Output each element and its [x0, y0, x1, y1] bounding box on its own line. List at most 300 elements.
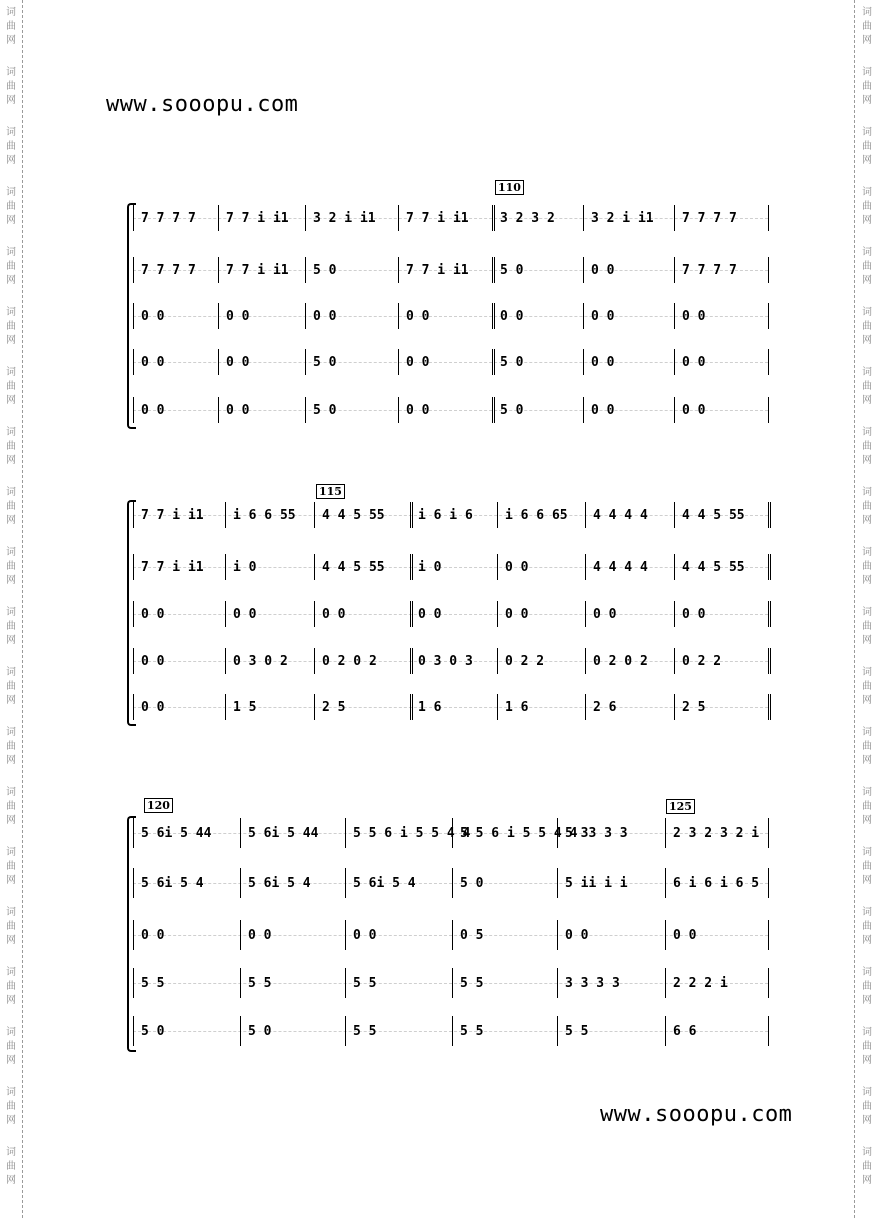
barline	[585, 554, 586, 580]
measure-notes: 0 0	[322, 606, 346, 622]
watermark-char: 曲	[6, 621, 16, 632]
measure-notes: 0 0	[226, 402, 250, 418]
barline	[674, 554, 675, 580]
barline	[314, 648, 315, 674]
watermark-char: 网	[6, 635, 16, 646]
barline	[398, 349, 399, 375]
measure-notes: 0 0	[591, 262, 615, 278]
watermark-char: 网	[6, 815, 16, 826]
watermark-char: 网	[6, 755, 16, 766]
barline	[218, 257, 219, 283]
barline	[557, 868, 558, 898]
watermark-char: 曲	[862, 141, 872, 152]
watermark-char: 词	[6, 907, 16, 918]
watermark-char: 曲	[6, 1161, 16, 1172]
barline	[133, 554, 134, 580]
measure-notes: 0 5	[460, 927, 484, 943]
watermark-char: 网	[6, 155, 16, 166]
measure-notes: 5 0	[313, 354, 337, 370]
barline	[240, 818, 241, 848]
barline	[398, 205, 399, 231]
barline	[225, 694, 226, 720]
measure-notes: 4 4 4 4	[593, 507, 648, 523]
measure-notes: 6 6	[673, 1023, 697, 1039]
watermark-char: 曲	[862, 1161, 872, 1172]
barline	[768, 303, 769, 329]
watermark-char: 曲	[6, 741, 16, 752]
watermark-char: 词	[6, 967, 16, 978]
measure-notes: 0 0	[141, 699, 165, 715]
watermark-char: 网	[6, 335, 16, 346]
watermark-char: 词	[862, 1147, 872, 1158]
watermark-char: 曲	[6, 921, 16, 932]
measure-notes: 5 6i 5 44	[141, 825, 212, 841]
barline	[585, 694, 586, 720]
watermark-char: 词	[862, 427, 872, 438]
watermark-char: 词	[6, 427, 16, 438]
watermark-char: 词	[862, 307, 872, 318]
barline	[240, 920, 241, 950]
watermark-char: 词	[862, 67, 872, 78]
barline	[133, 968, 134, 998]
measure-notes: 0 0	[593, 606, 617, 622]
watermark-char: 网	[862, 35, 872, 46]
watermark-char: 网	[862, 575, 872, 586]
watermark-char: 曲	[862, 201, 872, 212]
measure-notes: 7 7 7 7	[682, 262, 737, 278]
barline	[674, 349, 675, 375]
watermark-char: 曲	[862, 81, 872, 92]
measure-notes: 0 0	[591, 402, 615, 418]
barline	[768, 694, 773, 720]
barline	[492, 397, 497, 423]
measure-notes: 2 2 2 i	[673, 975, 728, 991]
measure-notes: 0 2 0 2	[322, 653, 377, 669]
barline	[768, 868, 769, 898]
watermark-char: 词	[862, 187, 872, 198]
watermark-char: 网	[862, 275, 872, 286]
measure-notes: 7 7 7 7	[682, 210, 737, 226]
staff-brace	[127, 500, 136, 726]
watermark-char: 词	[862, 7, 872, 18]
barline	[133, 1016, 134, 1046]
barline	[345, 818, 346, 848]
barline	[674, 303, 675, 329]
watermark-char: 词	[6, 787, 16, 798]
watermark-char: 网	[862, 635, 872, 646]
measure-notes: 2 5	[322, 699, 346, 715]
watermark-char: 曲	[6, 381, 16, 392]
watermark-char: 词	[862, 547, 872, 558]
measure-notes: 0 2 2	[505, 653, 545, 669]
measure-notes: 0 0	[682, 402, 706, 418]
barline	[240, 1016, 241, 1046]
measure-notes: 1 6	[418, 699, 442, 715]
barline	[345, 1016, 346, 1046]
measure-notes: 0 0	[682, 354, 706, 370]
measure-notes: 7 7 i i1	[141, 559, 204, 575]
measure-notes: i 6 6 55	[233, 507, 296, 523]
barline	[398, 257, 399, 283]
watermark-char: 网	[862, 935, 872, 946]
measure-notes: 3 2 i i1	[591, 210, 654, 226]
watermark-char: 网	[6, 275, 16, 286]
rehearsal-mark: 120	[144, 798, 173, 813]
watermark-char: 词	[6, 1027, 16, 1038]
barline	[768, 502, 773, 528]
watermark-char: 词	[862, 127, 872, 138]
measure-notes: 6 i 6 i 6 5	[673, 875, 760, 891]
watermark-char: 词	[862, 787, 872, 798]
watermark-char: 曲	[862, 981, 872, 992]
watermark-char: 词	[862, 1027, 872, 1038]
barline	[398, 303, 399, 329]
measure-notes: 0 3 0 2	[233, 653, 288, 669]
watermark-char: 网	[862, 95, 872, 106]
barline	[225, 502, 226, 528]
measure-notes: 5 5	[460, 1023, 484, 1039]
measure-notes: 3 2 i i1	[313, 210, 376, 226]
barline	[314, 502, 315, 528]
watermark-char: 网	[6, 575, 16, 586]
measure-notes: 7 7 7 7	[141, 262, 196, 278]
measure-notes: 0 0	[591, 308, 615, 324]
barline	[225, 601, 226, 627]
watermark-char: 曲	[862, 261, 872, 272]
measure-notes: i 0	[418, 559, 442, 575]
measure-notes: 0 0	[141, 653, 165, 669]
watermark-char: 词	[6, 607, 16, 618]
measure-notes: 0 0	[591, 354, 615, 370]
measure-notes: i 6 i 6	[418, 507, 473, 523]
watermark-char: 词	[862, 727, 872, 738]
barline	[314, 601, 315, 627]
measure-notes: 4 4 5 55	[682, 507, 745, 523]
measure-notes: 0 0	[248, 927, 272, 943]
measure-notes: 0 0	[353, 927, 377, 943]
barline	[768, 920, 769, 950]
barline	[665, 968, 666, 998]
barline	[133, 818, 134, 848]
watermark-char: 词	[862, 667, 872, 678]
barline	[674, 601, 675, 627]
watermark-char: 网	[6, 515, 16, 526]
staff-brace	[127, 816, 136, 1052]
watermark-char: 词	[6, 487, 16, 498]
barline	[133, 868, 134, 898]
barline	[583, 303, 584, 329]
barline	[665, 1016, 666, 1046]
measure-notes: 1 5	[233, 699, 257, 715]
watermark-char: 词	[6, 367, 16, 378]
watermark-char: 网	[862, 695, 872, 706]
measure-notes: 0 0	[141, 402, 165, 418]
barline	[452, 1016, 453, 1046]
measure-notes: 0 0	[406, 354, 430, 370]
measure-notes: 0 0	[565, 927, 589, 943]
barline	[345, 968, 346, 998]
measure-notes: 0 0	[233, 606, 257, 622]
barline	[133, 397, 134, 423]
measure-notes: 4 4 5 55	[322, 507, 385, 523]
watermark-char: 网	[862, 155, 872, 166]
barline	[314, 554, 315, 580]
watermark-char: 词	[6, 247, 16, 258]
measure-notes: 0 0	[505, 559, 529, 575]
watermark-char: 词	[6, 547, 16, 558]
watermark-char: 词	[6, 727, 16, 738]
watermark-char: 曲	[6, 681, 16, 692]
measure-notes: 5 0	[313, 262, 337, 278]
watermark-char: 词	[862, 487, 872, 498]
barline	[218, 349, 219, 375]
measure-notes: 5 5 6 i 5 5 4 4	[353, 825, 471, 841]
barline	[345, 868, 346, 898]
measure-notes: 0 0	[673, 927, 697, 943]
watermark-char: 曲	[862, 621, 872, 632]
measure-notes: 2 3 2 3 2 i	[673, 825, 760, 841]
barline	[240, 868, 241, 898]
barline	[674, 205, 675, 231]
measure-notes: 5 0	[500, 402, 524, 418]
watermark-char: 曲	[862, 1041, 872, 1052]
watermark-char: 曲	[6, 1101, 16, 1112]
measure-notes: 5 5	[460, 975, 484, 991]
barline	[410, 554, 415, 580]
barline	[133, 349, 134, 375]
barline	[497, 554, 498, 580]
barline	[218, 303, 219, 329]
measure-notes: 5 0	[500, 354, 524, 370]
watermark-char: 词	[862, 367, 872, 378]
barline	[492, 205, 497, 231]
watermark-char: 词	[6, 847, 16, 858]
watermark-char: 网	[862, 1115, 872, 1126]
measure-notes: 2 5	[682, 699, 706, 715]
watermark-char: 网	[6, 395, 16, 406]
measure-notes: 5 5	[353, 975, 377, 991]
watermark-char: 曲	[6, 1041, 16, 1052]
barline	[410, 601, 415, 627]
watermark-char: 曲	[862, 321, 872, 332]
measure-notes: 0 2 2	[682, 653, 722, 669]
watermark-char: 网	[862, 335, 872, 346]
watermark-char: 网	[6, 215, 16, 226]
watermark-char: 曲	[862, 741, 872, 752]
measure-notes: 0 0	[141, 927, 165, 943]
watermark-char: 词	[6, 1147, 16, 1158]
watermark-char: 曲	[862, 381, 872, 392]
watermark-char: 网	[862, 395, 872, 406]
watermark-char: 曲	[862, 861, 872, 872]
watermark-char: 词	[862, 1087, 872, 1098]
barline	[133, 303, 134, 329]
barline	[305, 349, 306, 375]
measure-notes: 0 0	[313, 308, 337, 324]
barline	[133, 601, 134, 627]
barline	[345, 920, 346, 950]
watermark-char: 词	[862, 247, 872, 258]
barline	[314, 694, 315, 720]
barline	[410, 502, 415, 528]
measure-notes: 0 0	[406, 402, 430, 418]
watermark-char: 词	[862, 907, 872, 918]
measure-notes: 5 5	[353, 1023, 377, 1039]
measure-notes: 5 0	[500, 262, 524, 278]
watermark-char: 网	[862, 515, 872, 526]
watermark-char: 曲	[6, 801, 16, 812]
barline	[305, 205, 306, 231]
barline	[768, 397, 769, 423]
measure-notes: 0 0	[141, 308, 165, 324]
barline	[452, 920, 453, 950]
watermark-char: 曲	[862, 801, 872, 812]
watermark-char: 网	[862, 995, 872, 1006]
barline	[497, 648, 498, 674]
barline	[665, 818, 666, 848]
barline	[768, 205, 769, 231]
watermark-char: 曲	[862, 21, 872, 32]
watermark-char: 网	[862, 215, 872, 226]
watermark-char: 网	[6, 875, 16, 886]
barline	[133, 257, 134, 283]
barline	[133, 648, 134, 674]
watermark-char: 网	[862, 1175, 872, 1186]
barline	[492, 349, 497, 375]
watermark-char: 词	[862, 967, 872, 978]
measure-notes: 5 0	[141, 1023, 165, 1039]
barline	[585, 502, 586, 528]
watermark-char: 网	[862, 1055, 872, 1066]
barline	[218, 205, 219, 231]
measure-notes: 1 6	[505, 699, 529, 715]
barline	[583, 349, 584, 375]
measure-notes: 5 0	[313, 402, 337, 418]
watermark-char: 网	[6, 35, 16, 46]
left-margin-watermark	[2, 0, 20, 1218]
watermark-char: 曲	[862, 441, 872, 452]
barline	[497, 601, 498, 627]
measure-notes: 5 6i 5 4	[141, 875, 204, 891]
barline	[674, 502, 675, 528]
barline	[492, 303, 497, 329]
barline	[497, 694, 498, 720]
watermark-char: 网	[862, 455, 872, 466]
watermark-char: 网	[6, 455, 16, 466]
barline	[665, 920, 666, 950]
watermark-char: 词	[6, 187, 16, 198]
watermark-char: 网	[6, 95, 16, 106]
measure-notes: 3 3 3 3	[565, 975, 620, 991]
barline	[410, 648, 415, 674]
watermark-char: 曲	[6, 861, 16, 872]
watermark-char: 网	[862, 875, 872, 886]
footer-url: www.sooopu.com	[600, 1102, 793, 1127]
measure-notes: 0 2 0 2	[593, 653, 648, 669]
measure-notes: 4 4 5 55	[322, 559, 385, 575]
measure-notes: i 0	[233, 559, 257, 575]
watermark-char: 曲	[6, 261, 16, 272]
watermark-char: 曲	[862, 1101, 872, 1112]
measure-notes: 0 0	[682, 308, 706, 324]
watermark-char: 词	[6, 667, 16, 678]
rehearsal-mark: 110	[495, 180, 524, 195]
rehearsal-mark: 115	[316, 484, 345, 499]
measure-notes: i 6 6 65	[505, 507, 568, 523]
measure-notes: 7 7 i i1	[141, 507, 204, 523]
watermark-char: 曲	[6, 501, 16, 512]
barline	[492, 257, 497, 283]
barline	[768, 601, 773, 627]
barline	[665, 868, 666, 898]
watermark-char: 曲	[6, 321, 16, 332]
measure-notes: 0 0	[418, 606, 442, 622]
barline	[674, 257, 675, 283]
watermark-char: 词	[6, 127, 16, 138]
measure-notes: 0 0	[500, 308, 524, 324]
barline	[305, 257, 306, 283]
watermark-char: 网	[6, 935, 16, 946]
watermark-char: 曲	[6, 201, 16, 212]
measure-notes: 7 7 i i1	[226, 262, 289, 278]
watermark-char: 网	[6, 695, 16, 706]
measure-notes: 7 7 i i1	[226, 210, 289, 226]
measure-notes: 0 0	[226, 354, 250, 370]
barline	[305, 303, 306, 329]
watermark-char: 曲	[6, 141, 16, 152]
barline	[410, 694, 415, 720]
measure-notes: 5 5	[565, 1023, 589, 1039]
watermark-char: 曲	[862, 561, 872, 572]
watermark-char: 曲	[6, 441, 16, 452]
measure-notes: 5 6i 5 4	[248, 875, 311, 891]
measure-notes: 0 0	[682, 606, 706, 622]
watermark-char: 词	[862, 847, 872, 858]
barline	[452, 868, 453, 898]
measure-notes: 7 7 i i1	[406, 210, 469, 226]
measure-notes: 5 6i 5 44	[248, 825, 319, 841]
measure-notes: 5 5 6 i 5 5 4 4	[460, 825, 578, 841]
barline	[225, 554, 226, 580]
measure-notes: 5 ii i i	[565, 875, 628, 891]
barline	[768, 257, 769, 283]
watermark-char: 曲	[6, 21, 16, 32]
barline	[768, 818, 769, 848]
measure-notes: 5 5	[141, 975, 165, 991]
barline	[583, 257, 584, 283]
watermark-char: 曲	[6, 561, 16, 572]
measure-notes: 0 3 0 3	[418, 653, 473, 669]
barline	[133, 694, 134, 720]
watermark-char: 词	[6, 67, 16, 78]
barline	[768, 554, 773, 580]
measure-notes: 4 4 5 55	[682, 559, 745, 575]
barline	[497, 502, 498, 528]
barline	[583, 205, 584, 231]
barline	[225, 648, 226, 674]
barline	[674, 397, 675, 423]
watermark-char: 词	[862, 607, 872, 618]
barline	[768, 648, 773, 674]
rehearsal-mark: 125	[666, 799, 695, 814]
barline	[768, 968, 769, 998]
measure-notes: 5 5	[248, 975, 272, 991]
barline	[218, 397, 219, 423]
barline	[768, 1016, 769, 1046]
measure-notes: 7 7 7 7	[141, 210, 196, 226]
barline	[583, 397, 584, 423]
barline	[768, 349, 769, 375]
